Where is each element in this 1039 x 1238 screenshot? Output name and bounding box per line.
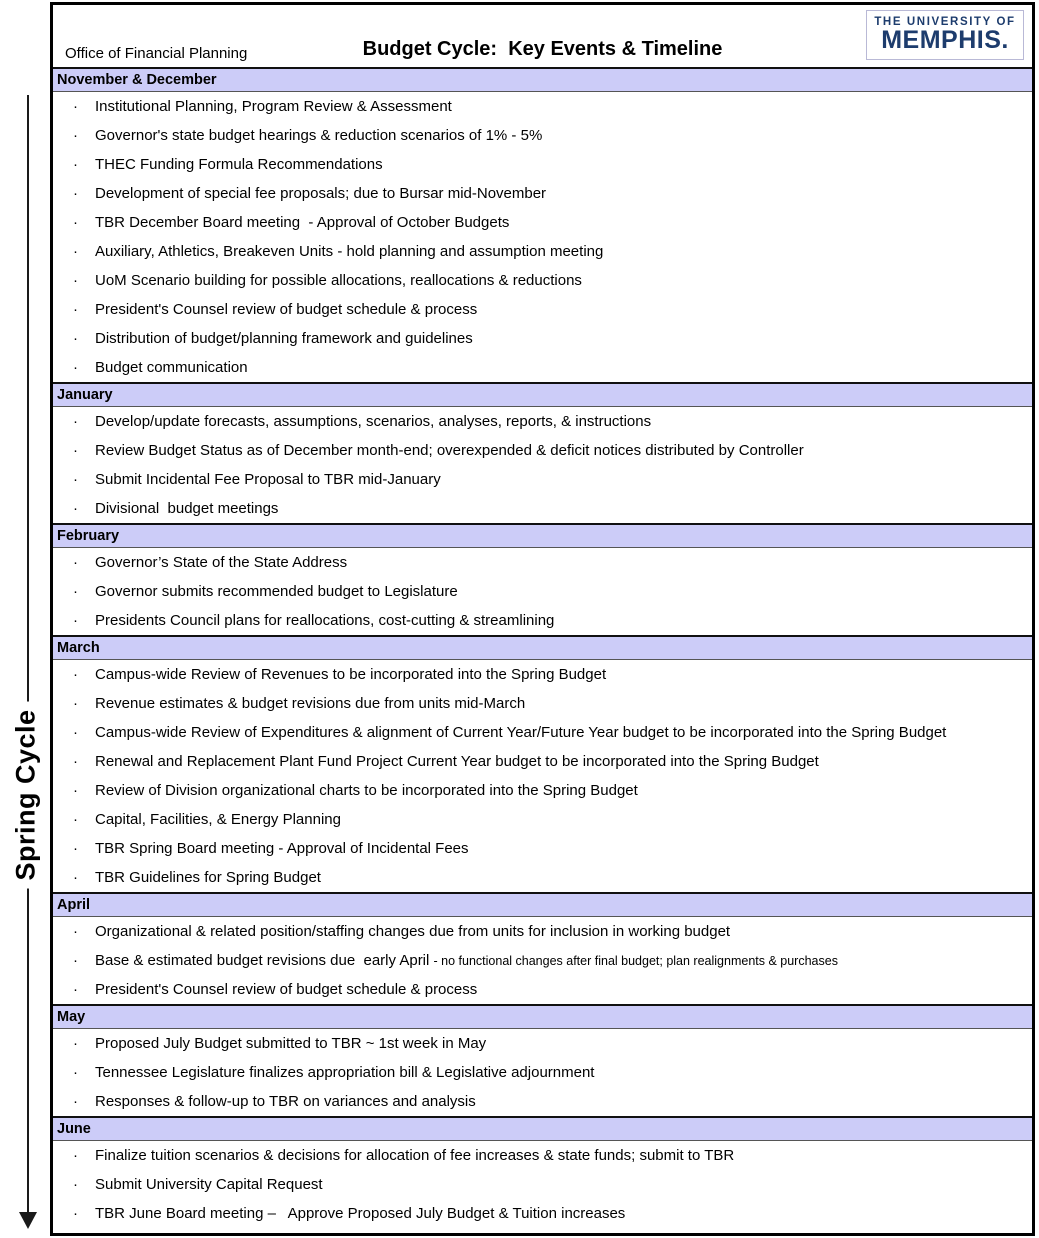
bullet-icon: · bbox=[73, 500, 78, 517]
bullet-icon: · bbox=[73, 840, 78, 857]
bullet-list bbox=[53, 917, 1032, 1004]
month-header: February bbox=[53, 523, 1032, 548]
bullet-icon: · bbox=[73, 869, 78, 886]
item-text: Institutional Planning, Program Review & Assessment bbox=[95, 98, 452, 115]
list-item bbox=[53, 407, 1032, 436]
list-item bbox=[53, 548, 1032, 577]
bullet-list bbox=[53, 92, 1032, 382]
list-item bbox=[53, 1199, 1032, 1228]
logo-wordmark-top: THE UNIVERSITY OF bbox=[874, 16, 1016, 28]
bullet-icon: · bbox=[73, 753, 78, 770]
item-text: President's Counsel review of budget schedule & process bbox=[95, 981, 478, 998]
bullet-icon: · bbox=[73, 185, 78, 202]
bullet-list bbox=[53, 548, 1032, 635]
bullet-icon: · bbox=[73, 1176, 78, 1193]
bullet-icon: · bbox=[73, 724, 78, 741]
university-logo bbox=[866, 10, 1024, 60]
bullet-icon: · bbox=[73, 952, 78, 969]
list-item bbox=[53, 1170, 1032, 1199]
list-item bbox=[53, 494, 1032, 523]
bullet-icon: · bbox=[73, 1064, 78, 1081]
item-text: Development of special fee proposals; due to Bursar mid-November bbox=[95, 185, 547, 202]
bullet-icon: · bbox=[73, 471, 78, 488]
item-text: Presidents Council plans for reallocations, cost-cutting & streamlining bbox=[95, 612, 555, 629]
list-item bbox=[53, 237, 1032, 266]
list-item bbox=[53, 179, 1032, 208]
list-item bbox=[53, 436, 1032, 465]
list-item bbox=[53, 975, 1032, 1004]
timeline-rail bbox=[0, 0, 50, 1238]
month-section bbox=[53, 635, 1032, 892]
month-section bbox=[53, 382, 1032, 523]
month-sections bbox=[53, 67, 1032, 1228]
bullet-icon: · bbox=[73, 1093, 78, 1110]
item-text: Organizational & related position/staffing changes due from units for inclusion in working budget bbox=[95, 923, 731, 940]
item-text: Responses & follow-up to TBR on variances and analysis bbox=[95, 1093, 476, 1110]
item-text: Tennessee Legislature finalizes appropriation bill & Legislative adjournment bbox=[95, 1064, 595, 1081]
month-header: November & December bbox=[53, 67, 1032, 92]
bullet-list bbox=[53, 1141, 1032, 1228]
month-section bbox=[53, 1116, 1032, 1228]
item-text: UoM Scenario building for possible allocations, reallocations & reductions bbox=[95, 272, 582, 289]
list-item bbox=[53, 465, 1032, 494]
item-text: Develop/update forecasts, assumptions, scenarios, analyses, reports, & instructions bbox=[95, 413, 652, 430]
item-text: Submit University Capital Request bbox=[95, 1176, 323, 1193]
bullet-icon: · bbox=[73, 583, 78, 600]
list-item bbox=[53, 121, 1032, 150]
item-text: President's Counsel review of budget schedule & process bbox=[95, 301, 478, 318]
list-item bbox=[53, 1141, 1032, 1170]
list-item bbox=[53, 577, 1032, 606]
bullet-icon: · bbox=[73, 1205, 78, 1222]
month-header: June bbox=[53, 1116, 1032, 1141]
list-item bbox=[53, 946, 1032, 975]
bullet-list bbox=[53, 1029, 1032, 1116]
item-text: Revenue estimates & budget revisions due from units mid-March bbox=[95, 695, 526, 712]
list-item bbox=[53, 1087, 1032, 1116]
bullet-icon: · bbox=[73, 156, 78, 173]
item-text: Proposed July Budget submitted to TBR ~ 1st week in May bbox=[95, 1035, 487, 1052]
item-text: TBR December Board meeting - Approval of October Budgets bbox=[95, 214, 510, 231]
bullet-icon: · bbox=[73, 1147, 78, 1164]
list-item bbox=[53, 606, 1032, 635]
month-header: May bbox=[53, 1004, 1032, 1029]
bullet-icon: · bbox=[73, 1035, 78, 1052]
item-text: TBR Spring Board meeting - Approval of Incidental Fees bbox=[95, 840, 469, 857]
bullet-list bbox=[53, 660, 1032, 892]
month-header: March bbox=[53, 635, 1032, 660]
list-item bbox=[53, 1029, 1032, 1058]
bullet-icon: · bbox=[73, 127, 78, 144]
bullet-icon: · bbox=[73, 612, 78, 629]
item-text: Governor’s State of the State Address bbox=[95, 554, 348, 571]
item-text: Auxiliary, Athletics, Breakeven Units - hold planning and assumption meeting bbox=[95, 243, 604, 260]
list-item bbox=[53, 208, 1032, 237]
month-header: January bbox=[53, 382, 1032, 407]
list-item bbox=[53, 689, 1032, 718]
bullet-icon: · bbox=[73, 272, 78, 289]
list-item bbox=[53, 718, 1032, 747]
bullet-icon: · bbox=[73, 811, 78, 828]
bullet-icon: · bbox=[73, 98, 78, 115]
bullet-icon: · bbox=[73, 666, 78, 683]
list-item bbox=[53, 776, 1032, 805]
bullet-icon: · bbox=[73, 214, 78, 231]
item-text: Governor submits recommended budget to Legislature bbox=[95, 583, 458, 600]
bullet-icon: · bbox=[73, 981, 78, 998]
list-item bbox=[53, 353, 1032, 382]
item-text: Campus-wide Review of Revenues to be incorporated into the Spring Budget bbox=[95, 666, 607, 683]
bullet-list bbox=[53, 407, 1032, 523]
bullet-icon: · bbox=[73, 782, 78, 799]
page-title: Budget Cycle: Key Events & Timeline bbox=[362, 38, 723, 60]
logo-wordmark-bottom: MEMPHIS. bbox=[881, 26, 1009, 54]
bullet-icon: · bbox=[73, 554, 78, 571]
bullet-icon: · bbox=[73, 923, 78, 940]
timeline-arrow-line bbox=[27, 95, 29, 1213]
list-item bbox=[53, 150, 1032, 179]
item-text: Review of Division organizational charts to be incorporated into the Spring Budget bbox=[95, 782, 638, 799]
item-text: Base & estimated budget revisions due early April - no functional changes after final budget; plan realignments & purchases bbox=[95, 952, 838, 969]
item-text: Review Budget Status as of December month-end; overexpended & deficit notices distributed by Controller bbox=[95, 442, 804, 459]
list-item bbox=[53, 295, 1032, 324]
item-text: Finalize tuition scenarios & decisions for allocation of fee increases & state funds; submit to TBR bbox=[95, 1147, 735, 1164]
item-text: Campus-wide Review of Expenditures & alignment of Current Year/Future Year budget to be incorporated into the Spring Budget bbox=[95, 724, 947, 741]
item-text-small: - no functional changes after final budget; plan realignments & purchases bbox=[433, 954, 838, 968]
item-text: TBR Guidelines for Spring Budget bbox=[95, 869, 321, 886]
item-text: Renewal and Replacement Plant Fund Project Current Year budget to be incorporated into the Spring Budget bbox=[95, 753, 819, 770]
bullet-icon: · bbox=[73, 301, 78, 318]
list-item bbox=[53, 917, 1032, 946]
item-text: Capital, Facilities, & Energy Planning bbox=[95, 811, 341, 828]
item-text: TBR June Board meeting – Approve Proposed July Budget & Tuition increases bbox=[95, 1205, 626, 1222]
list-item bbox=[53, 266, 1032, 295]
item-text: Submit Incidental Fee Proposal to TBR mid-January bbox=[95, 471, 441, 488]
item-text: THEC Funding Formula Recommendations bbox=[95, 156, 383, 173]
bullet-icon: · bbox=[73, 243, 78, 260]
item-text: Distribution of budget/planning framework and guidelines bbox=[95, 330, 473, 347]
document-header bbox=[53, 5, 1032, 67]
item-text: Budget communication bbox=[95, 359, 248, 376]
bullet-icon: · bbox=[73, 359, 78, 376]
list-item bbox=[53, 747, 1032, 776]
down-arrow-icon bbox=[19, 1212, 37, 1229]
list-item bbox=[53, 1058, 1032, 1087]
item-text: Governor's state budget hearings & reduction scenarios of 1% - 5% bbox=[95, 127, 543, 144]
month-section bbox=[53, 523, 1032, 635]
list-item bbox=[53, 863, 1032, 892]
item-text: Divisional budget meetings bbox=[95, 500, 279, 517]
bullet-icon: · bbox=[73, 413, 78, 430]
bullet-icon: · bbox=[73, 330, 78, 347]
month-section bbox=[53, 67, 1032, 382]
bullet-icon: · bbox=[73, 695, 78, 712]
list-item bbox=[53, 834, 1032, 863]
office-label: Office of Financial Planning bbox=[65, 45, 248, 62]
month-header: April bbox=[53, 892, 1032, 917]
bullet-icon: · bbox=[73, 442, 78, 459]
month-section bbox=[53, 1004, 1032, 1116]
month-section bbox=[53, 892, 1032, 1004]
list-item bbox=[53, 324, 1032, 353]
list-item bbox=[53, 660, 1032, 689]
spring-cycle-label: Spring Cycle bbox=[11, 701, 42, 888]
list-item bbox=[53, 805, 1032, 834]
budget-cycle-document bbox=[50, 2, 1035, 1236]
list-item bbox=[53, 92, 1032, 121]
